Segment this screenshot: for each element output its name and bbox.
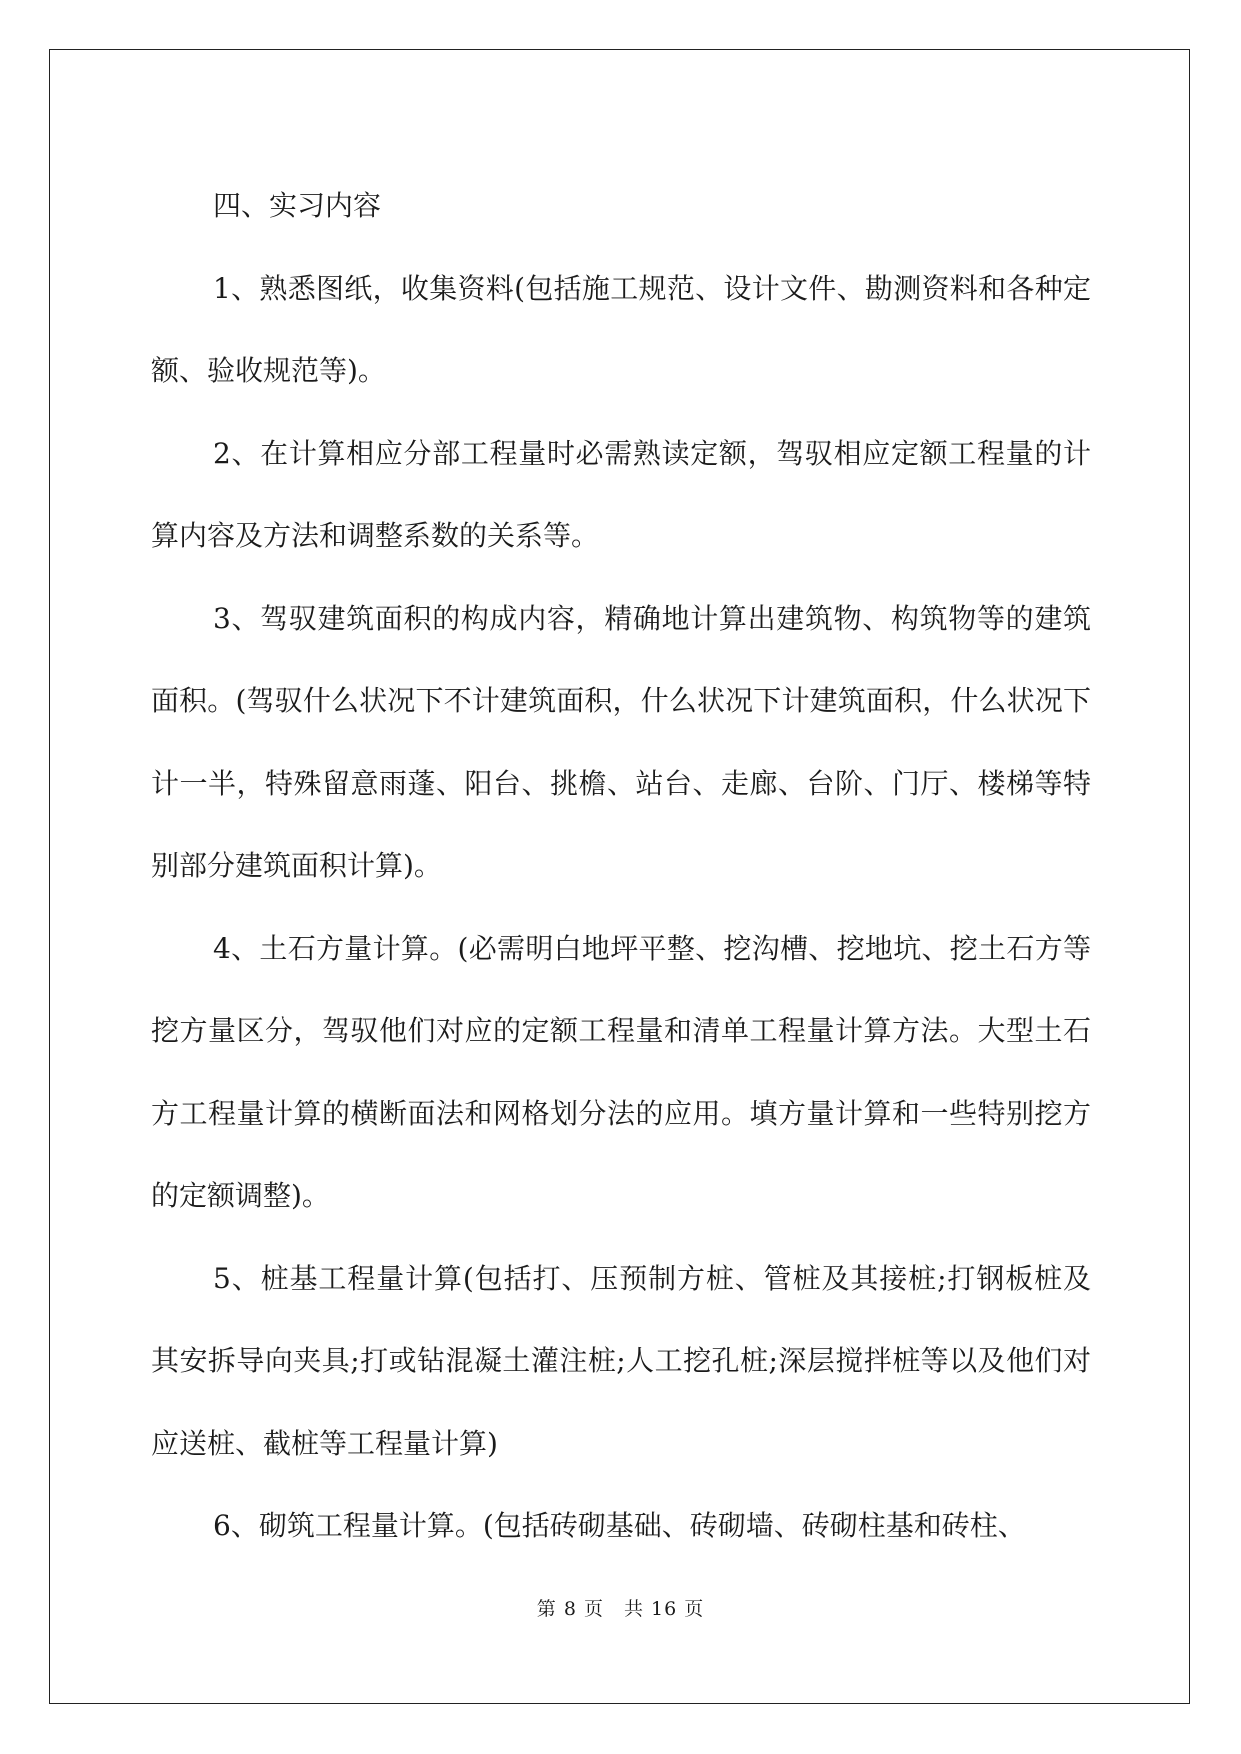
- paragraph-3: 3、驾驭建筑面积的构成内容，精确地计算出建筑物、构筑物等的建筑面积。(驾驭什么状况下不计建筑面积，什么状况下计建筑面积，什么状况下计一半，特殊留意雨蓬、阳台、挑檐、站台、走廊、台阶、门厅、楼梯等特别部分建筑面积计算)。: [151, 601, 1091, 882]
- document-body: [151, 165, 1091, 1568]
- paragraph-4: 4、土石方量计算。(必需明白地坪平整、挖沟槽、挖地坑、挖土石方等挖方量区分，驾驭他们对应的定额工程量和清单工程量计算方法。大型土石方工程量计算的横断面法和网格划分法的应用。填方量计算和一些特别挖方的定额调整)。: [151, 931, 1091, 1212]
- paragraph-6: 6、砌筑工程量计算。(包括砖砌基础、砖砌墙、砖砌柱基和砖柱、: [213, 1509, 1026, 1542]
- page-number-footer: 第 8 页 共 16 页: [536, 1598, 705, 1620]
- paragraph-1: 1、熟悉图纸，收集资料(包括施工规范、设计文件、勘测资料和各种定额、验收规范等)。: [151, 271, 1091, 387]
- section-heading: 四、实习内容: [213, 189, 382, 222]
- paragraph-5: 5、桩基工程量计算(包括打、压预制方桩、管桩及其接桩;打钢板桩及其安拆导向夹具;打或钻混凝土灌注桩;人工挖孔桩;深层搅拌桩等以及他们对应送桩、截桩等工程量计算): [151, 1261, 1091, 1460]
- paragraph-2: 2、在计算相应分部工程量时必需熟读定额，驾驭相应定额工程量的计算内容及方法和调整系数的关系等。: [151, 436, 1091, 552]
